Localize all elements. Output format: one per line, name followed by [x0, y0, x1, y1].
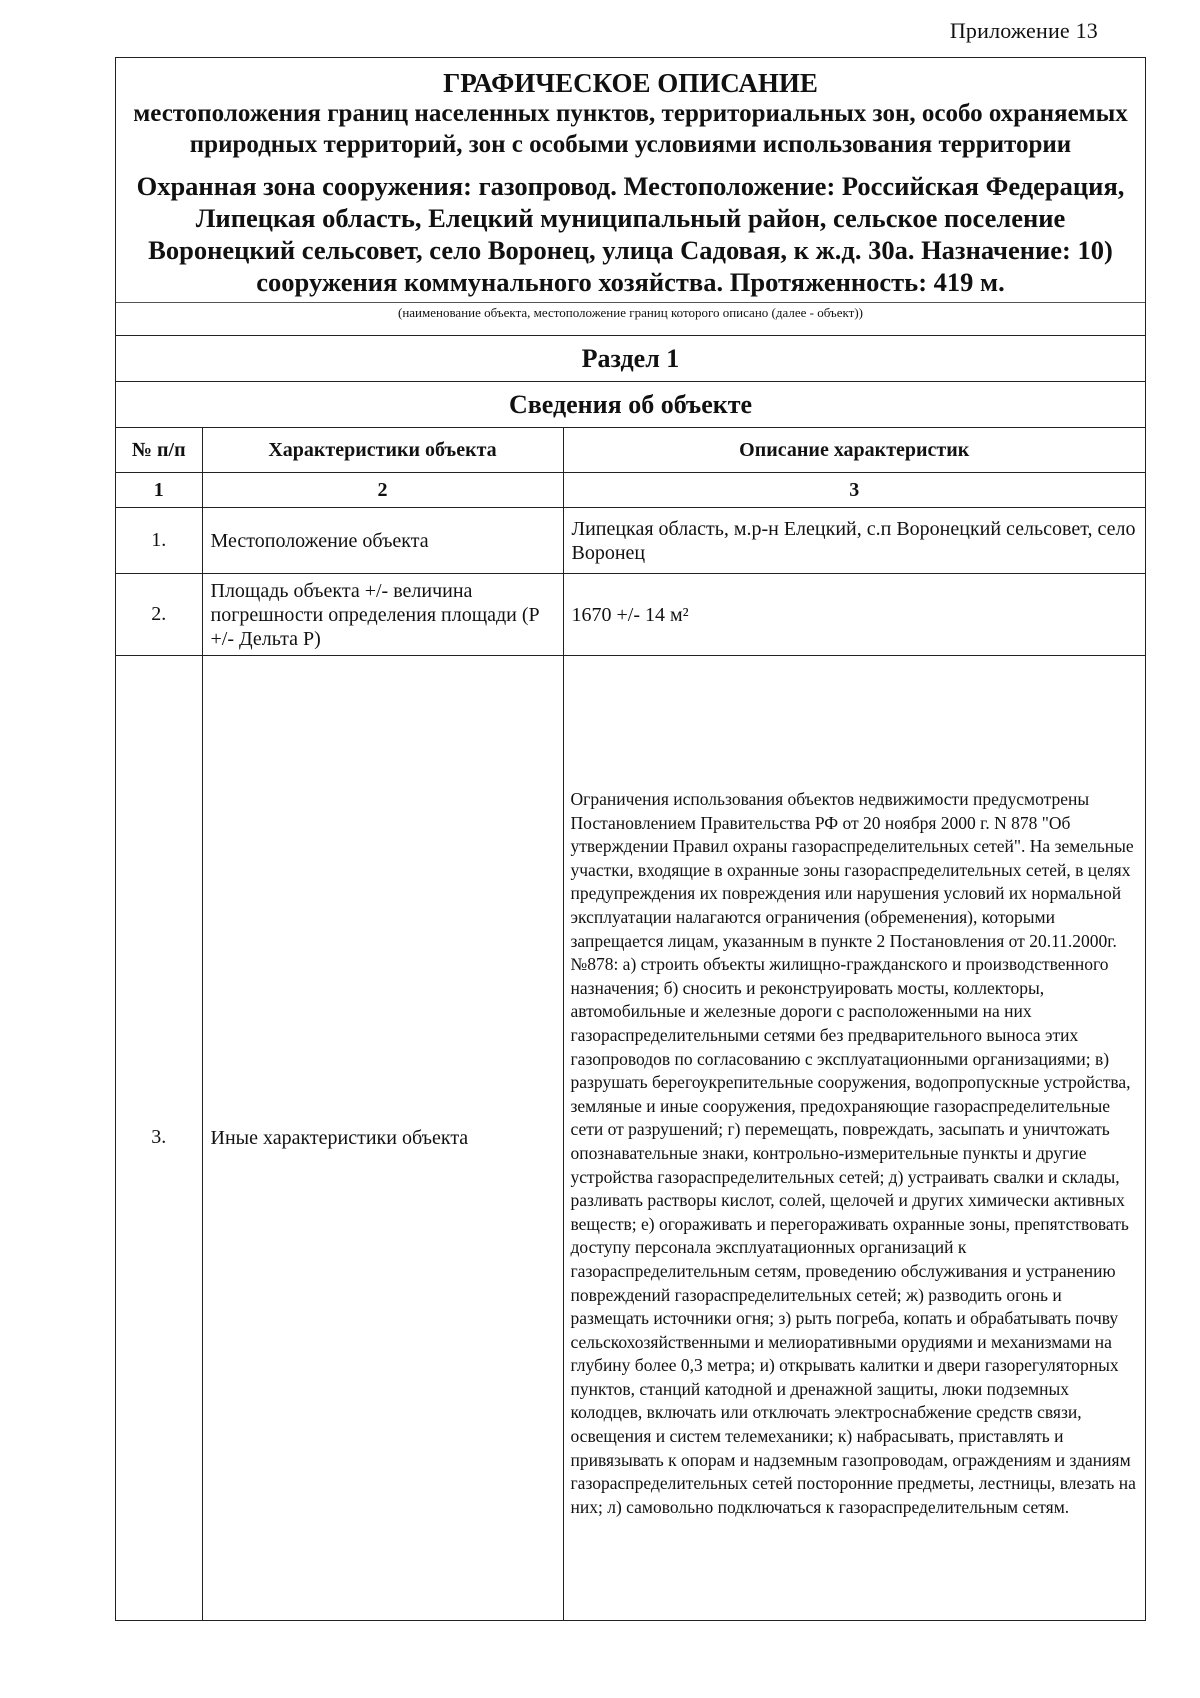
- document-frame: [115, 57, 1146, 1621]
- row-label: Местоположение объекта: [202, 508, 563, 574]
- table-row: [116, 656, 1145, 1620]
- section-title: Раздел 1: [116, 336, 1145, 382]
- row-value: Ограничения использования объектов недвижимости предусмотрены Постановлением Правительства РФ от 20 ноября 2000 г. N 878 "Об утверждении Правил охраны газораспределительных сетей". На земельные участки, входящие в охранные зоны газораспределительных сетей, в целях предупреждения их повреждения или нарушения условий их нормальной эксплуатации налагаются ограничения (обременения), которыми запрещается лицам, указанным в пункте 2 Постановления от 20.11.2000г. №878: а) строить объекты жилищно-гражданского и производственного назначения; б) сносить и реконструировать мосты, коллекторы, автомобильные и железные дороги с расположенными на них газораспределительными сетями без предварительного выноса этих газопроводов по согласованию с эксплуатационными организациями; в) разрушать берегоукрепительные сооружения, водопропускные устройства, земляные и иные сооружения, предохраняющие газораспределительные сети от разрушений; г) перемещать, повреждать, засыпать и уничтожать опознавательные знаки, контрольно-измерительные пункты и другие устройства газораспределительных сетей; д) устраивать свалки и склады, разливать растворы кислот, солей, щелочей и других химически активных веществ; е) огораживать и перегораживать охранные зоны, препятствовать доступу персонала эксплуатационных организаций к газораспределительным сетям, проведению обслуживания и устранению повреждений газораспределительных сетей; ж) разводить огонь и размещать источники огня; з) рыть погреба, копать и обрабатывать почву сельскохозяйственными и мелиоративными орудиями и механизмами на глубину более 0,3 метра; и) открывать калитки и двери газорегуляторных пунктов, станций катодной и дренажной защиты, люки подземных колодцев, включать или отключать электроснабжение средств связи, освещения и систем телемеханики; к) набрасывать, приставлять и привязывать к опорам и надземным газопроводам, ограждениям и зданиям газораспределительных сетей посторонние предметы, лестницы, влезать на них; л) самовольно подключаться к газораспределительным сетям.: [563, 656, 1145, 1620]
- table-row: [116, 508, 1145, 574]
- row-number: 3.: [116, 656, 202, 1620]
- row-number: 1.: [116, 508, 202, 574]
- object-name-note: (наименование объекта, местоположение границ которого описано (далее - объект)): [116, 303, 1145, 336]
- column-header-characteristic: Характеристики объекта: [202, 428, 563, 473]
- row-value: Липецкая область, м.р-н Елецкий, с.п Воронецкий сельсовет, село Воронец: [563, 508, 1145, 574]
- object-info-table: [116, 428, 1145, 1620]
- column-number-2: 2: [202, 473, 563, 508]
- document-subtitle: местоположения границ населенных пунктов, территориальных зон, особо охраняемых природных территорий, зон с особыми условиями использования территории: [133, 100, 1128, 158]
- section-subtitle: Сведения об объекте: [116, 382, 1145, 428]
- appendix-label: Приложение 13: [949, 18, 1098, 43]
- table-header-row: [116, 428, 1145, 473]
- object-name: Охранная зона сооружения: газопровод. Местоположение: Российская Федерация, Липецкая область, Елецкий муниципальный район, сельское поселение Воронецкий сельсовет, село Воронец, улица Садовая, к ж.д. 30а. Назначение: 10) сооружения коммунального хозяйства. Протяженность: 419 м.: [136, 171, 1125, 297]
- document-header: [116, 58, 1145, 303]
- column-header-description: Описание характеристик: [563, 428, 1145, 473]
- row-label: Площадь объекта +/- величина погрешности определения площади (Р +/- Дельта Р): [202, 574, 563, 656]
- column-number-1: 1: [116, 473, 202, 508]
- column-number-3: 3: [563, 473, 1145, 508]
- row-label: Иные характеристики объекта: [202, 656, 563, 1620]
- table-column-number-row: [116, 473, 1145, 508]
- table-row: [116, 574, 1145, 656]
- column-header-number: № п/п: [116, 428, 202, 473]
- document-title: ГРАФИЧЕСКОЕ ОПИСАНИЕ: [443, 68, 818, 98]
- row-value: 1670 +/- 14 м²: [563, 574, 1145, 656]
- row-number: 2.: [116, 574, 202, 656]
